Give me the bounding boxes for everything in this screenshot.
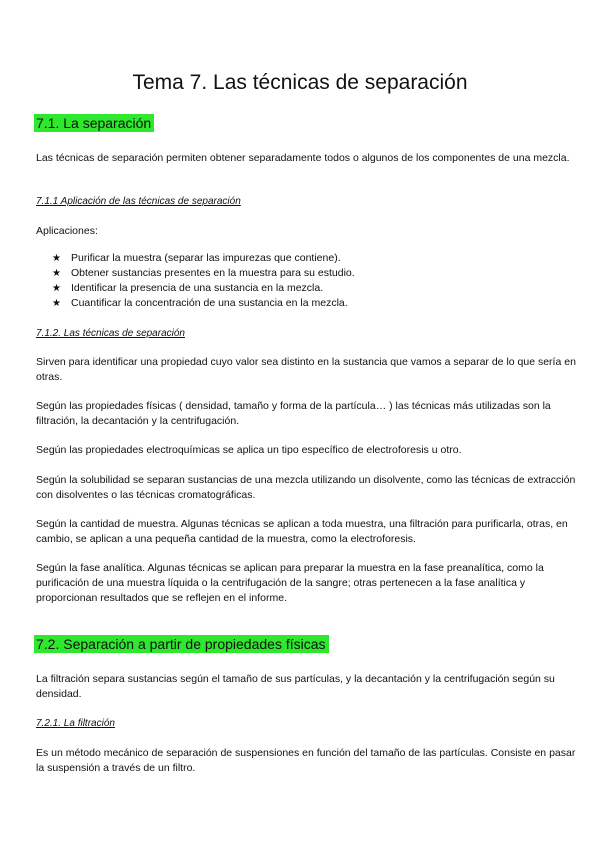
paragraph: Según las propiedades físicas ( densidad, tamaño y forma de la partícula… ) las técnicas más utilizadas son la filtración, la decantación y la centrifugación. [36, 400, 551, 427]
section-heading-7-1-text: 7.1. La separación [34, 114, 154, 132]
page-title: Tema 7. Las técnicas de separación [132, 71, 468, 94]
section-7-1-intro: Las técnicas de separación permiten obtener separadamente todos o algunos de los componentes de una mezcla. [36, 152, 570, 164]
paragraph: Según las propiedades electroquímicas se aplica un tipo específico de electroforesis u otro. [36, 444, 462, 456]
paragraph: Según la fase analítica. Algunas técnicas se aplican para preparar la muestra en la fase preanalítica, como la purificación de una muestra líquida o la centrifugación de la sangre; otras pertenecen a la fase analítica y proporcionan resultados que se reflejen en el informe. [36, 562, 544, 604]
section-heading-7-2 [34, 635, 329, 654]
paragraph: Es un método mecánico de separación de suspensiones en función del tamaño de las partículas. Consiste en pasar la suspensión a través de un filtro. [36, 747, 576, 774]
section-heading-7-2-text: 7.2. Separación a partir de propiedades físicas [34, 635, 329, 653]
section-heading-7-1 [34, 114, 154, 133]
paragraph: Según la cantidad de muestra. Algunas técnicas se aplican a toda muestra, una filtración para purificarla, otras, en cambio, se aplican a una pequeña cantidad de la muestra, como la electroforesis. [36, 518, 568, 545]
applications-list [52, 251, 355, 311]
section-7-2-intro: La filtración separa sustancias según el tamaño de sus partículas, y la decantación y la centrifugación según su densidad. [36, 673, 555, 700]
applications-label: Aplicaciones: [36, 225, 98, 237]
subsection-heading-7-2-1: 7.2.1. La filtración [36, 718, 115, 729]
paragraph: Según la solubilidad se separan sustancias de una mezcla utilizando un disolvente, como las técnicas de extracción con disolventes o las técnicas cromatográficas. [36, 474, 576, 501]
subsection-heading-7-1-1: 7.1.1 Aplicación de las técnicas de separación [36, 196, 241, 207]
list-item: ★ Identificar la presencia de una sustancia en la mezcla. [52, 281, 355, 296]
subsection-heading-7-1-2: 7.1.2. Las técnicas de separación [36, 328, 185, 339]
list-item: ★ Purificar la muestra (separar las impurezas que contiene). [52, 251, 355, 266]
list-item: ★ Obtener sustancias presentes en la muestra para su estudio. [52, 266, 355, 281]
paragraph: Sirven para identificar una propiedad cuyo valor sea distinto en la sustancia que vamos a separar de lo que sería en otras. [36, 356, 576, 383]
list-item: ★ Cuantificar la concentración de una sustancia en la mezcla. [52, 296, 355, 311]
